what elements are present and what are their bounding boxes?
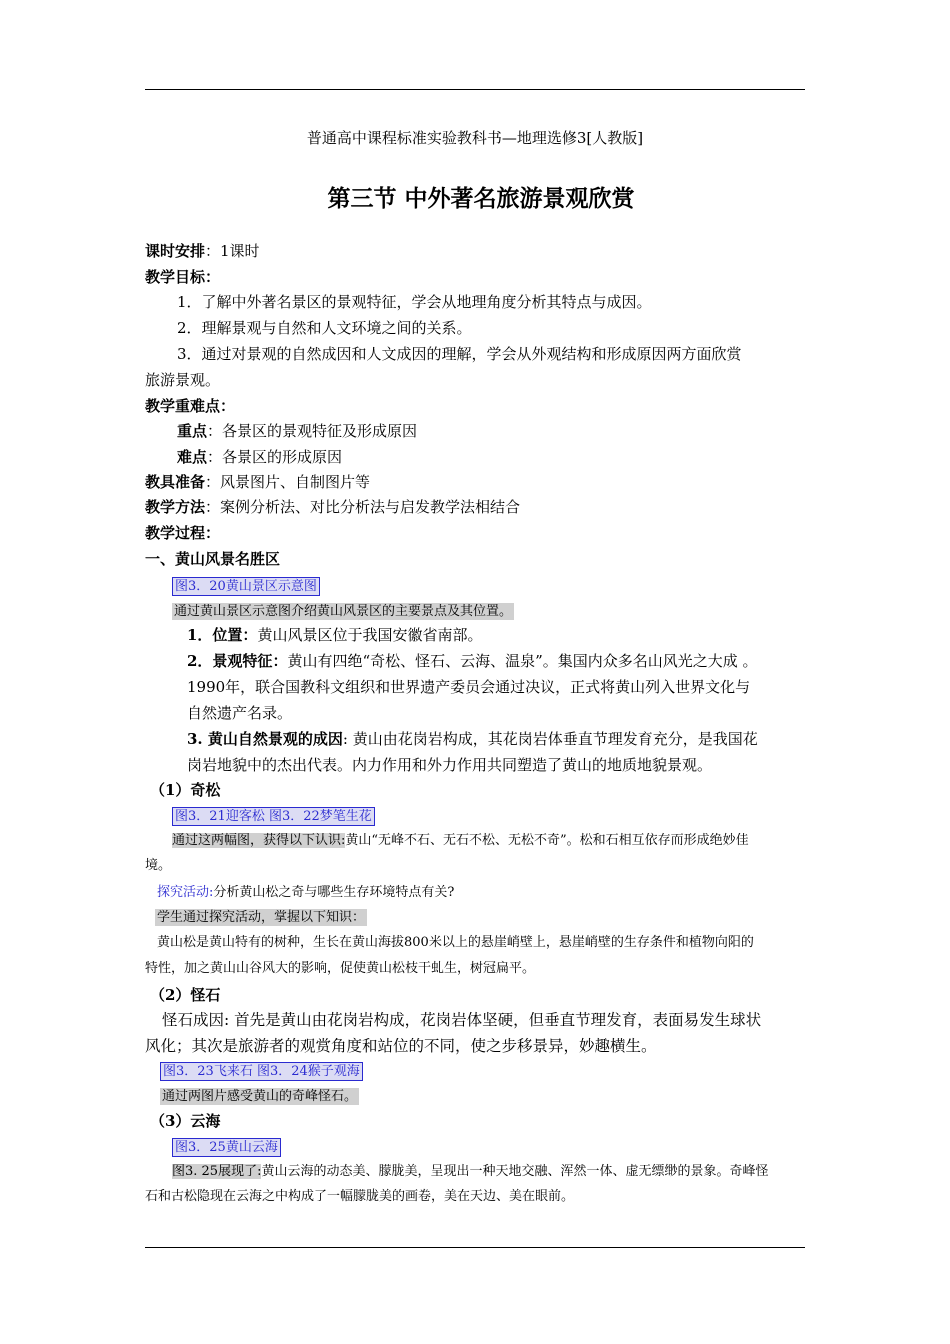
figure-ref-3-20: 图3．20黄山景区示意图 [172,577,320,596]
cloud-label: 图3. 25展现了: [172,1164,262,1179]
features-text-1: 黄山有四绝“奇松、怪石、云海、温泉”。集国内众多名山风光之大成 。 [287,652,758,670]
note-map-intro: 通过黄山景区示意图介绍黄山风景区的主要景点及其位置。 [174,604,513,619]
note-pine-row-1 [172,832,749,850]
location-row [187,625,482,646]
note-pine-text: 黄山“无峰不石、无石不松、无松不奇”。松和石相互依存而形成绝妙佳 [345,833,749,848]
cloud-text-2: 石和古松隐现在云海之中构成了一幅朦胧美的画卷，美在天边、美在眼前。 [145,1189,575,1204]
top-rule [145,89,805,90]
tools-row [145,472,370,493]
focus-row [177,421,417,442]
subheading-rock: （2）怪石 [150,986,221,1004]
features-text-2: 1990年，联合国教科文组织和世界遗产委员会通过决议，正式将黄山列入世界文化与 [187,678,751,696]
inquiry-row [157,884,454,902]
difficulty-label: 难点 [177,448,208,466]
pine-text-1: 黄山松是黄山特有的树种，生长在黄山海拔800米以上的悬崖峭壁上，悬崖峭壁的生存条件和植物向阳的 [157,935,754,950]
features-text-3: 自然遗产名录。 [187,704,293,722]
subheading-pine: （1）奇松 [150,781,221,799]
causes-text-2: 岗岩地貌中的杰出代表。内力作用和外力作用共同塑造了黄山的地质地貌景观。 [187,756,713,774]
location-text: 黄山风景区位于我国安徽省南部。 [257,626,483,644]
cloud-row-1 [172,1163,768,1181]
rock-text-2: 风化；其次是旅游者的观赏角度和站位的不同，使之步移景异，妙趣横生。 [145,1037,657,1055]
goal-1: 1．了解中外著名景区的景观特征，学会从地理角度分析其特点与成因。 [177,293,652,311]
page-title: 第三节 中外著名旅游景观欣赏 [327,185,635,212]
goals-label: 教学目标： [145,268,221,286]
goal-3a: 3．通过对景观的自然成因和人文成因的理解，学会从外观结构和形成原因两方面欣赏 [177,345,742,363]
bottom-rule [145,1247,805,1248]
method-row [145,497,520,518]
subheading-cloud: （3）云海 [150,1112,221,1130]
rock-text-1: 怪石成因: 首先是黄山由花岗岩构成，花岗岩体坚硬，但垂直节理发育，表面易发生球状 [162,1011,762,1029]
focus-value: ：各景区的景观特征及形成原因 [207,422,418,440]
method-label: 教学方法 [145,498,206,516]
section-heading-huangshan: 一、黄山风景名胜区 [145,550,281,568]
schedule-value: ：1课时 [205,242,260,260]
tools-value: ：风景图片、自制图片等 [205,473,371,491]
schedule-row [145,241,260,262]
causes-text-1: : 黄山由花岗岩构成，其花岗岩体垂直节理发育充分，是我国花 [342,730,758,748]
process-label: 教学过程： [145,524,221,542]
difficulty-value: ：各景区的形成原因 [207,448,343,466]
features-row-1 [187,651,758,672]
note-rock-intro: 通过两图片感受黄山的奇峰怪石。 [162,1089,358,1104]
cloud-text-1: 黄山云海的动态美、朦胧美，呈现出一种天地交融、浑然一体、虚无缥缈的景象。奇峰怪 [261,1164,769,1179]
note-pine-text-2: 境。 [145,858,172,873]
goal-3b: 旅游景观。 [145,371,221,389]
figure-ref-3-25: 图3．25黄山云海 [172,1138,281,1157]
inquiry-text: 分析黄山松之奇与哪些生存环境特点有关? [213,885,455,900]
causes-label: 3. 黄山自然景观的成因 [187,730,343,748]
tools-label: 教具准备 [145,473,206,491]
causes-row-1 [187,729,758,750]
pine-text-2: 特性，加之黄山山谷风大的影响，促使黄山松枝干虬生，树冠扁平。 [145,961,536,976]
figure-ref-3-23-3-24: 图3．23飞来石 图3．24猴子观海 [160,1062,363,1081]
method-value: ：案例分析法、对比分析法与启发教学法相结合 [205,498,521,516]
inquiry-label: 探究活动: [157,885,214,900]
note-inquiry-result: 学生通过探究活动，掌握以下知识： [157,910,366,925]
document-subtitle: 普通高中课程标准实验教科书—地理选修3[人教版] [306,129,644,147]
features-label: 2．景观特征： [187,652,288,670]
key-points-label: 教学重难点： [145,397,236,415]
schedule-label: 课时安排 [145,242,206,260]
note-pine-label: 通过这两幅图，获得以下认识: [172,833,346,848]
focus-label: 重点 [177,422,208,440]
location-label: 1．位置： [187,626,258,644]
difficulty-row [177,447,342,468]
goal-2: 2．理解景观与自然和人文环境之间的关系。 [177,319,472,337]
figure-ref-3-21-3-22: 图3．21迎客松 图3．22梦笔生花 [172,807,375,826]
